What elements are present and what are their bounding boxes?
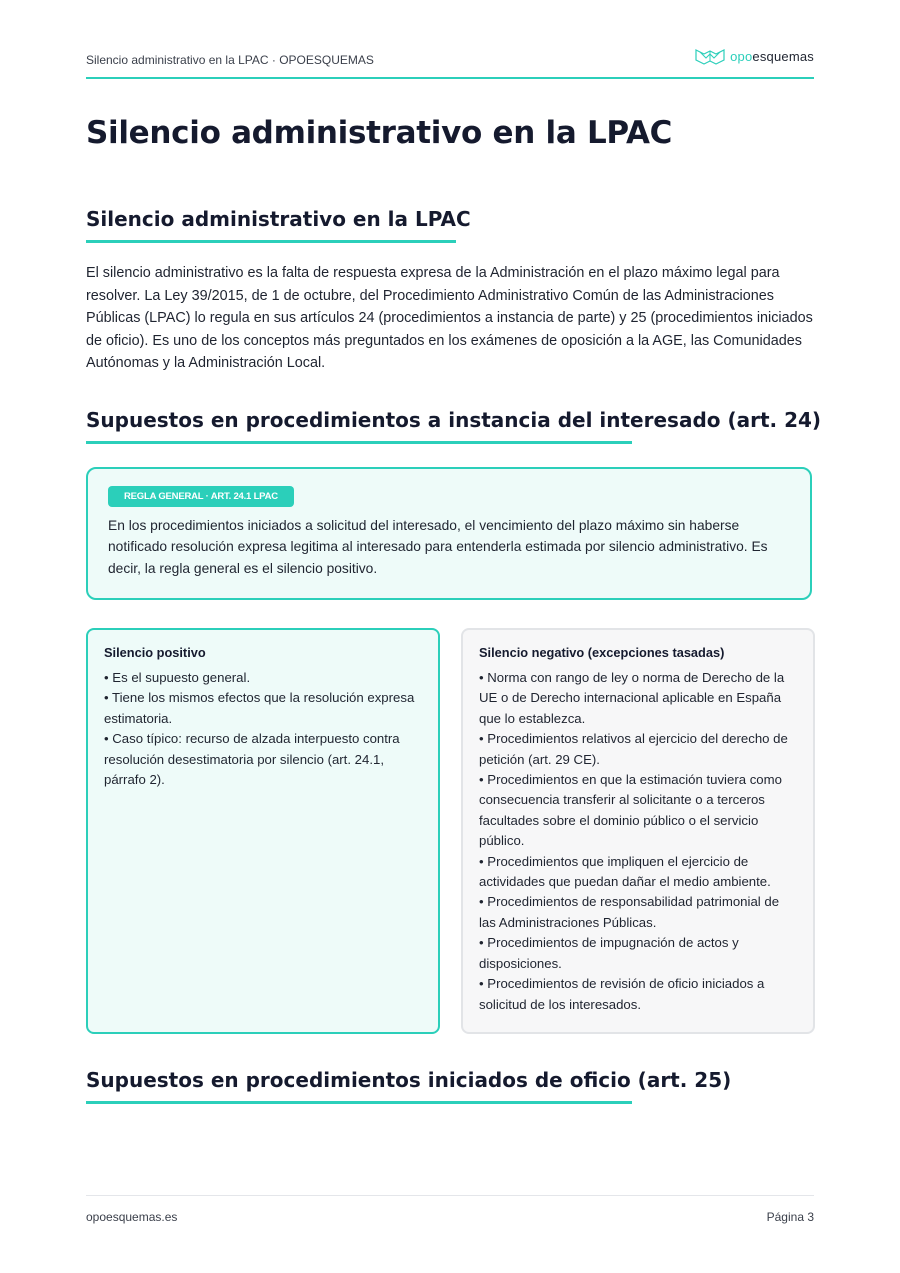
list-item: • Es el supuesto general. xyxy=(104,670,251,685)
section-title-intro: Silencio administrativo en la LPAC xyxy=(86,207,471,231)
negative-silence-card xyxy=(461,628,815,1034)
page-footer xyxy=(86,1195,814,1224)
section-title-art24: Supuestos en procedimientos a instancia del interesado (art. 24) xyxy=(86,408,822,432)
list-item: • Procedimientos de revisión de oficio iniciados a solicitud de los interesados. xyxy=(479,976,765,1012)
negative-list xyxy=(479,668,797,1015)
positive-list xyxy=(104,668,422,790)
list-item: • Procedimientos de responsabilidad patrimonial de las Administraciones Públicas. xyxy=(479,894,780,930)
list-item: • Procedimientos relativos al ejercicio del derecho de petición (art. 29 CE). xyxy=(479,731,788,767)
section-underline xyxy=(86,240,456,243)
logo-prefix: opo xyxy=(730,48,753,64)
brand-logo[interactable] xyxy=(694,46,814,66)
card-title: Silencio positivo xyxy=(104,645,206,660)
page-title: Silencio administrativo en la LPAC xyxy=(86,115,673,151)
section-underline xyxy=(86,1101,632,1104)
list-item: • Procedimientos que impliquen el ejercicio de actividades que puedan dañar el medio ambiente. xyxy=(479,853,771,890)
open-book-icon xyxy=(694,46,726,66)
page-header xyxy=(86,44,814,79)
positive-silence-card xyxy=(86,628,440,1034)
intro-paragraph: El silencio administrativo es la falta de respuesta expresa de la Administración en el plazo máximo legal para resolver. La Ley 39/2015, de 1 de octubre, del Procedimiento Administrativo Común de las Administraciones Públicas (LPAC) lo regula en sus artículos 24 (procedimientos a instancia de parte) y 25 (procedimientos iniciados de oficio). Es uno de los conceptos más preguntados en los exámenes de oposición a la AGE, las Comunidades Autónomas y la Administración Local. xyxy=(86,265,813,372)
card-title: Silencio negativo (excepciones tasadas) xyxy=(479,645,725,660)
general-rule-callout xyxy=(86,467,812,600)
list-item: • Procedimientos de impugnación de actos y disposiciones. xyxy=(479,935,739,971)
list-item: • Tiene los mismos efectos que la resolución expresa estimatoria. xyxy=(104,690,415,726)
footer-site-link[interactable]: opoesquemas.es xyxy=(86,1210,178,1224)
logo-suffix: esquemas xyxy=(752,48,814,64)
page-number: Página 3 xyxy=(766,1210,814,1224)
header-title: Silencio administrativo en la LPAC · OPOESQUEMAS xyxy=(86,53,374,67)
list-item: • Caso típico: recurso de alzada interpuesto contra resolución desestimatoria por silencio (art. 24.1, párrafo 2). xyxy=(104,731,400,788)
rule-text: En los procedimientos iniciados a solicitud del interesado, el vencimiento del plazo máximo sin haberse notificado resolución expresa legitima al interesado para entenderla estimada por silencio administrativo. Es decir, la regla general es el silencio positivo. xyxy=(108,518,768,576)
section-title-art25: Supuestos en procedimientos iniciados de oficio (art. 25) xyxy=(86,1068,732,1092)
section-underline xyxy=(86,441,632,444)
list-item: • Procedimientos en que la estimación tuviera como consecuencia transferir al solicitante o a terceros facultades sobre el dominio público o el servicio público. xyxy=(479,772,782,849)
rule-badge: REGLA GENERAL · ART. 24.1 LPAC xyxy=(108,486,294,507)
list-item: • Norma con rango de ley o norma de Derecho de la UE o de Derecho internacional aplicable en España que lo establezca. xyxy=(479,670,785,726)
logo-text xyxy=(730,49,814,64)
